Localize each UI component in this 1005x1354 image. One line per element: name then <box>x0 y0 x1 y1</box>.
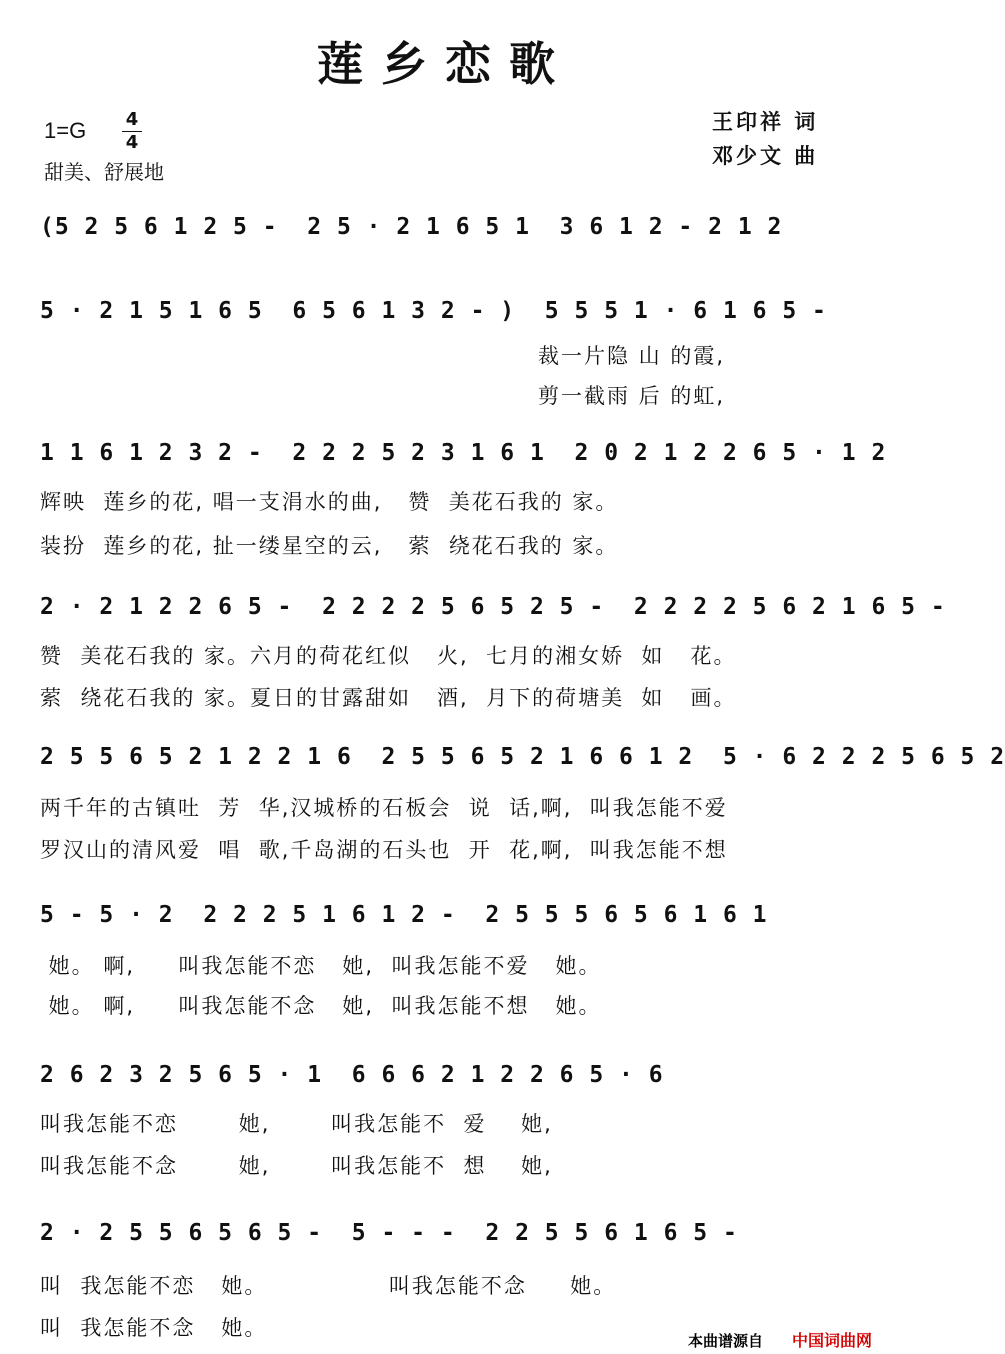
notes-4: 2 · 2 1 2 2 6 5 - 2 2 2 2 5 6 5 2 5 - 2 2 2 2 5 6 2 1 6 5 - <box>40 594 946 620</box>
tempo-marking: 甜美、舒展地 <box>44 160 164 184</box>
notes-6: 5 - 5 · 2 2 2 2 5 1 6 1 2 - 2 5 5 5 6 5 6 1 6 1 <box>40 902 768 928</box>
time-sig-bottom: 4 <box>125 132 139 153</box>
lyric-row-4-v2: 罗汉山的清风爱 唱 歌,千岛湖的石头也 开 花,啊, 叫我怎能不想 <box>40 838 728 862</box>
lyric-row-1-v1: 裁一片隐 山 的霞, <box>538 344 726 368</box>
key-signature: 1=G <box>44 118 87 143</box>
lyric-row-4-v1: 两千年的古镇吐 芳 华,汉城桥的石板会 说 话,啊, 叫我怎能不爱 <box>40 796 728 820</box>
lyric-row-5-v2: 她。 啊, 叫我怎能不念 她, 叫我怎能不想 她。 <box>40 994 602 1018</box>
lyric-row-5-v1: 她。 啊, 叫我怎能不恋 她, 叫我怎能不爱 她。 <box>40 954 602 978</box>
lyric-row-3-v1: 赞 美花石我的 家。六月的荷花红似 火, 七月的湘女娇 如 花。 <box>40 644 737 668</box>
lyric-row-7-v2: 叫 我怎能不念 她。 <box>40 1316 268 1340</box>
notation-row-4 <box>40 594 946 640</box>
lyric-row-7-v1: 叫 我怎能不恋 她。 叫我怎能不念 她。 <box>40 1274 617 1298</box>
notation-row-7 <box>40 1062 860 1108</box>
time-signature <box>122 110 142 153</box>
lyric-row-6-v2: 叫我怎能不念 她, 叫我怎能不 想 她, <box>40 1154 553 1178</box>
notes-1: (5 2 5 6 1 2 5 - 2 5 · 2 1 6 5 1 3 6 1 2 - 2 1 2 <box>40 214 783 240</box>
notes-7: 2 6 2 3 2 5 6 5 · 1 6 6 6 2 1 2 2 6 5 · 6 <box>40 1062 664 1088</box>
notes-2: 5 · 2 1 5 1 6 5 6 5 6 1 3 2 - ) 5 5 5 1 · 6 1 6 5 - <box>40 298 827 324</box>
notes-8: 2 · 2 5 5 6 5 6 5 - 5 - - - 2 2 5 5 6 1 6 5 - <box>40 1220 738 1246</box>
lyric-row-2-v1: 辉映 莲乡的花, 唱一支涓水的曲, 赞 美花石我的 家。 <box>40 490 619 514</box>
song-title: 莲乡恋歌 <box>317 37 573 91</box>
lyricist-credit: 王印祥 词 <box>712 110 819 134</box>
lyric-row-6-v1: 叫我怎能不恋 她, 叫我怎能不 爱 她, <box>40 1112 553 1136</box>
footer-site-name: 中国词曲网 <box>792 1331 873 1350</box>
notation-row-8 <box>40 1220 860 1266</box>
notes-3: 1 1 6 1 2 3 2 - 2 2 2 5 2 3 1 6 1 2 0 2 1 2 2 6 5 · 1 2 <box>40 440 887 466</box>
footer-source-text: 本曲谱源自 <box>688 1332 764 1350</box>
notation-row-6 <box>40 902 860 948</box>
notation-row-2 <box>40 298 860 344</box>
lyric-row-3-v2: 萦 绕花石我的 家。夏日的甘露甜如 酒, 月下的荷塘美 如 画。 <box>40 686 737 710</box>
lyric-row-2-v2: 装扮 莲乡的花, 扯一缕星空的云, 萦 绕花石我的 家。 <box>40 534 619 558</box>
notation-row-5 <box>40 744 1005 790</box>
notation-row-1 <box>40 214 860 260</box>
composer-credit: 邓少文 曲 <box>712 144 819 168</box>
lyric-row-1-v2: 剪一截雨 后 的虹, <box>538 384 726 408</box>
notes-5: 2 5 5 6 5 2 1 2 2 1 6 2 5 5 6 5 2 1 6 6 1 2 5 · 6 2 2 2 5 6 5 2 <box>40 744 1005 770</box>
time-sig-top: 4 <box>125 109 139 130</box>
notation-row-3 <box>40 440 887 486</box>
